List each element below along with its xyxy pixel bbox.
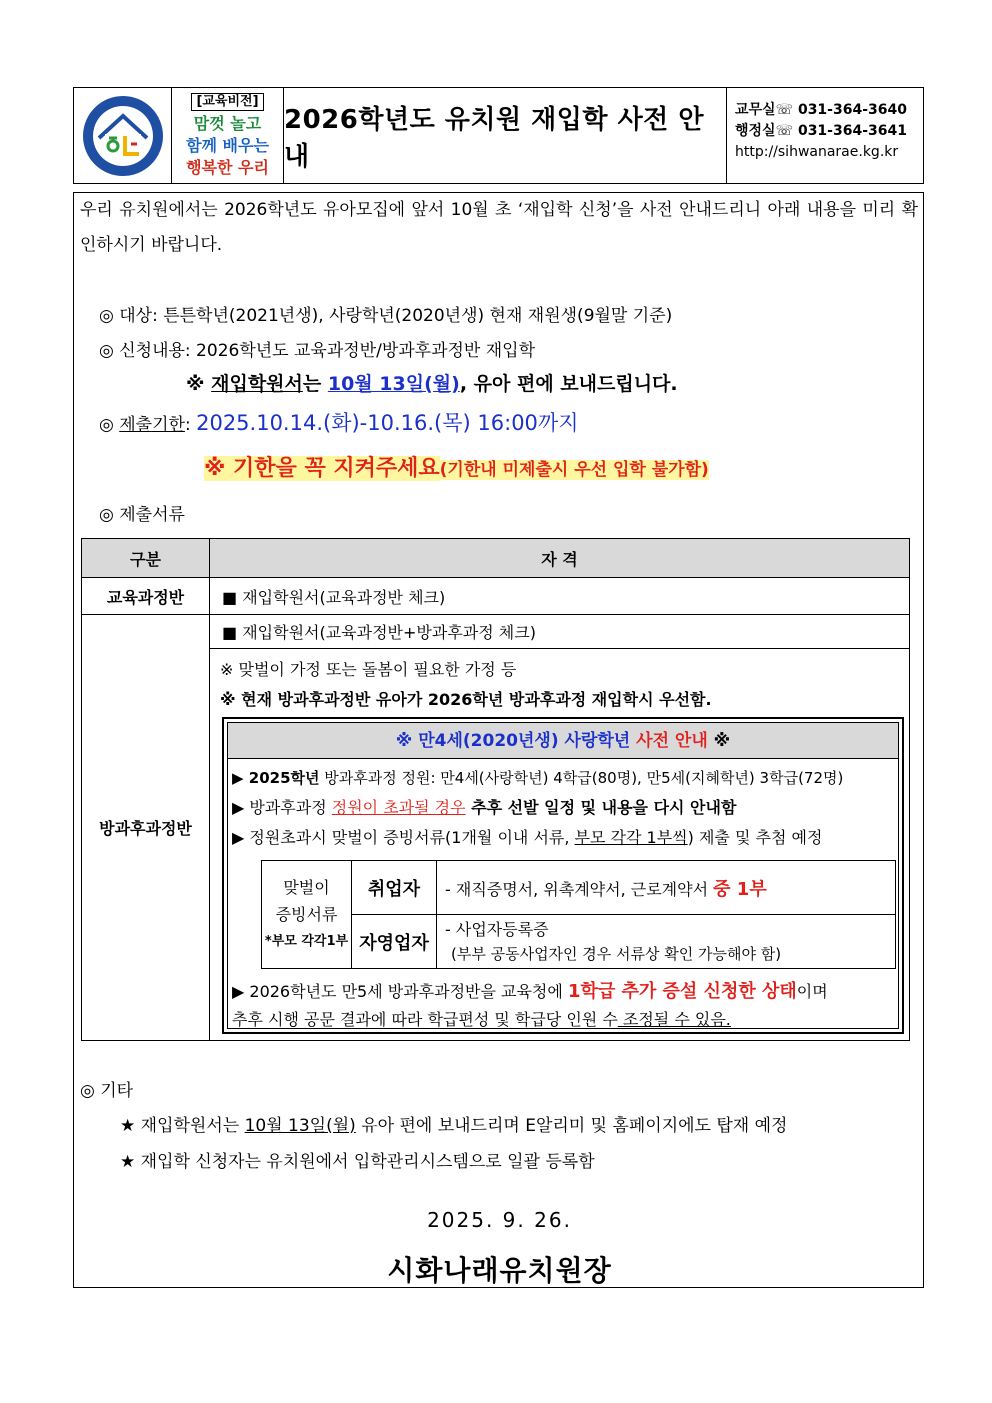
employed-label: 취업자 bbox=[352, 861, 437, 915]
row-regular-label: 교육과정반 bbox=[82, 578, 210, 615]
etc-item-1-pre: ★ 재입학원서는 bbox=[120, 1116, 245, 1136]
box-title-suffix: ※ bbox=[707, 731, 731, 751]
over-capacity-line bbox=[232, 795, 736, 818]
etc-item-1-date: 10월 13일(월) bbox=[244, 1116, 356, 1136]
deadline-colon: : bbox=[184, 415, 191, 435]
notice-rest: , 유아 편에 보내드립니다. bbox=[459, 373, 678, 395]
contact-info bbox=[727, 88, 923, 183]
notice-mark: ※ bbox=[186, 373, 205, 395]
over-capacity-red: 정원이 초과될 경우 bbox=[331, 798, 466, 817]
school-logo bbox=[74, 88, 172, 183]
over-capacity-post: 추후 선발 일정 및 내용을 다시 안내함 bbox=[465, 798, 737, 817]
education-vision bbox=[172, 88, 284, 183]
table-header-qualification: 자 격 bbox=[210, 539, 910, 578]
row-afterschool-value: ■ 재입학원서(교육과정반+방과후과정 체크) bbox=[210, 615, 910, 649]
proof-docs-post: ) 제출 및 추첨 예정 bbox=[687, 828, 823, 847]
deadline-line bbox=[99, 407, 579, 437]
proof-label-2: 증빙서류 bbox=[275, 905, 338, 924]
school-logo-icon bbox=[81, 94, 165, 178]
extra-class-red: 1학급 추가 증설 신청한 상태 bbox=[567, 981, 797, 1002]
notice-connector: 는 bbox=[302, 373, 328, 395]
etc-heading: ◎ 기타 bbox=[80, 1081, 134, 1101]
sarang-notice-title bbox=[228, 723, 898, 759]
self-employed-docs-2: (부부 공동사업자인 경우 서류상 확인 가능해야 함) bbox=[451, 944, 782, 963]
table-header-category: 구분 bbox=[82, 539, 210, 578]
vision-line-1: 맘껏 놀고 bbox=[193, 113, 262, 133]
vision-line-3: 행복한 우리 bbox=[186, 157, 269, 177]
docs-heading: ◎ 제출서류 bbox=[99, 505, 185, 525]
proof-label-3: *부모 각각1부 bbox=[264, 934, 349, 949]
signature-date: 2025. 9. 26. bbox=[427, 1208, 572, 1232]
vision-tag: [교육비전] bbox=[191, 93, 263, 111]
document-body bbox=[73, 192, 924, 1288]
signature-name: 시화나래유치원장 bbox=[387, 1254, 612, 1287]
notice-date: 10월 13일(월) bbox=[327, 373, 460, 395]
employed-docs-red: 중 1부 bbox=[713, 878, 767, 900]
class-adjust-line bbox=[232, 1007, 731, 1030]
afterschool-note-1: ※ 맞벌이 가정 또는 돌봄이 필요한 가정 등 bbox=[220, 660, 517, 679]
deadline-warning bbox=[204, 451, 709, 482]
extra-class-post: 이며 bbox=[796, 982, 828, 1001]
deadline-value: 2025.10.14.(화)-10.16.(목) 16:00까지 bbox=[196, 411, 579, 435]
box-title-highlight: 사전 안내 bbox=[636, 731, 708, 751]
homepage-url[interactable]: http://sihwanarae.kg.kr bbox=[735, 144, 899, 160]
deadline-mark: ◎ bbox=[99, 415, 114, 435]
capacity-line bbox=[232, 767, 843, 788]
proof-label-cell bbox=[262, 861, 352, 969]
document-title: 2026학년도 유치원 재입학 사전 안내 bbox=[284, 88, 727, 183]
capacity-detail: 방과후과정 정원: 만4세(사랑학년) 4학급(80명), 만5세(지혜학년) 3학급(72명) bbox=[319, 769, 844, 787]
proof-docs-underline: 부모 각각 1부씩 bbox=[574, 828, 688, 847]
row-afterschool-label: 방과후과정반 bbox=[82, 615, 210, 1041]
row-regular-value: ■ 재입학원서(교육과정반 체크) bbox=[210, 578, 910, 615]
intro-paragraph: 우리 유치원에서는 2026학년도 유아모집에 앞서 10월 초 ‘재입학 신청’을 사전 안내드리니 아래 내용을 미리 확인하시기 바랍니다. bbox=[80, 200, 918, 255]
reapply-notice bbox=[186, 369, 678, 396]
phone-academic: 교무실☏ 031-364-3640 bbox=[735, 102, 907, 118]
employed-docs: - 재직증명서, 위촉계약서, 근로계약서 bbox=[445, 879, 714, 899]
class-adjust-pre: 추후 시행 공문 결과에 따라 학급편성 및 학급당 인원 수 bbox=[232, 1010, 618, 1029]
etc-item-2: ★ 재입학 신청자는 유치원에서 입학관리시스템으로 일괄 등록함 bbox=[120, 1152, 595, 1172]
proof-documents-table bbox=[261, 860, 896, 969]
document-header bbox=[73, 87, 924, 184]
self-employed-label: 자영업자 bbox=[352, 915, 437, 969]
sarang-notice-box bbox=[222, 717, 904, 1034]
etc-item-1 bbox=[120, 1111, 787, 1136]
self-employed-docs-cell bbox=[437, 915, 896, 969]
self-employed-docs-1: - 사업자등록증 bbox=[445, 919, 549, 939]
warning-main: ※ 기한을 꼭 지켜주세요 bbox=[204, 456, 440, 481]
proof-label-1: 맞벌이 bbox=[283, 878, 330, 897]
phone-admin: 행정실☏ 031-364-3641 bbox=[735, 123, 907, 139]
afterschool-note-2: ※ 현재 방과후과정반 유아가 2026학년 방과후과정 재입학시 우선함. bbox=[220, 690, 712, 709]
class-adjust-underline: 조정될 수 있음. bbox=[617, 1010, 731, 1029]
proof-docs-pre: ▶ 정원초과시 맞벌이 증빙서류(1개월 이내 서류, bbox=[232, 828, 575, 847]
warning-detail: (기한내 미제출시 우선 입학 불가함) bbox=[439, 460, 709, 480]
deadline-label: 제출기한 bbox=[119, 415, 185, 435]
over-capacity-pre: ▶ 방과후과정 bbox=[232, 798, 332, 817]
target-line: ◎ 대상: 튼튼학년(2021년생), 사랑학년(2020년생) 현재 재원생(9월말 기준) bbox=[99, 306, 673, 326]
notice-form: 재입학원서 bbox=[211, 373, 303, 395]
employed-docs-cell bbox=[437, 861, 896, 915]
etc-item-1-post: 유아 편에 보내드리며 E알리미 및 홈페이지에도 탑재 예정 bbox=[355, 1116, 788, 1136]
sarang-notice-inner bbox=[227, 722, 899, 1029]
vision-line-2: 함께 배우는 bbox=[186, 135, 269, 155]
extra-class-line bbox=[232, 977, 828, 1003]
proof-docs-line bbox=[232, 825, 822, 848]
apply-line: ◎ 신청내용: 2026학년도 교육과정반/방과후과정반 재입학 bbox=[99, 341, 536, 361]
box-title-prefix: ※ 만4세(2020년생) 사랑학년 bbox=[395, 731, 637, 751]
extra-class-pre: ▶ 2026학년도 만5세 방과후과정반을 교육청에 bbox=[232, 982, 568, 1001]
capacity-year: ▶ 2025학년 bbox=[232, 769, 320, 787]
